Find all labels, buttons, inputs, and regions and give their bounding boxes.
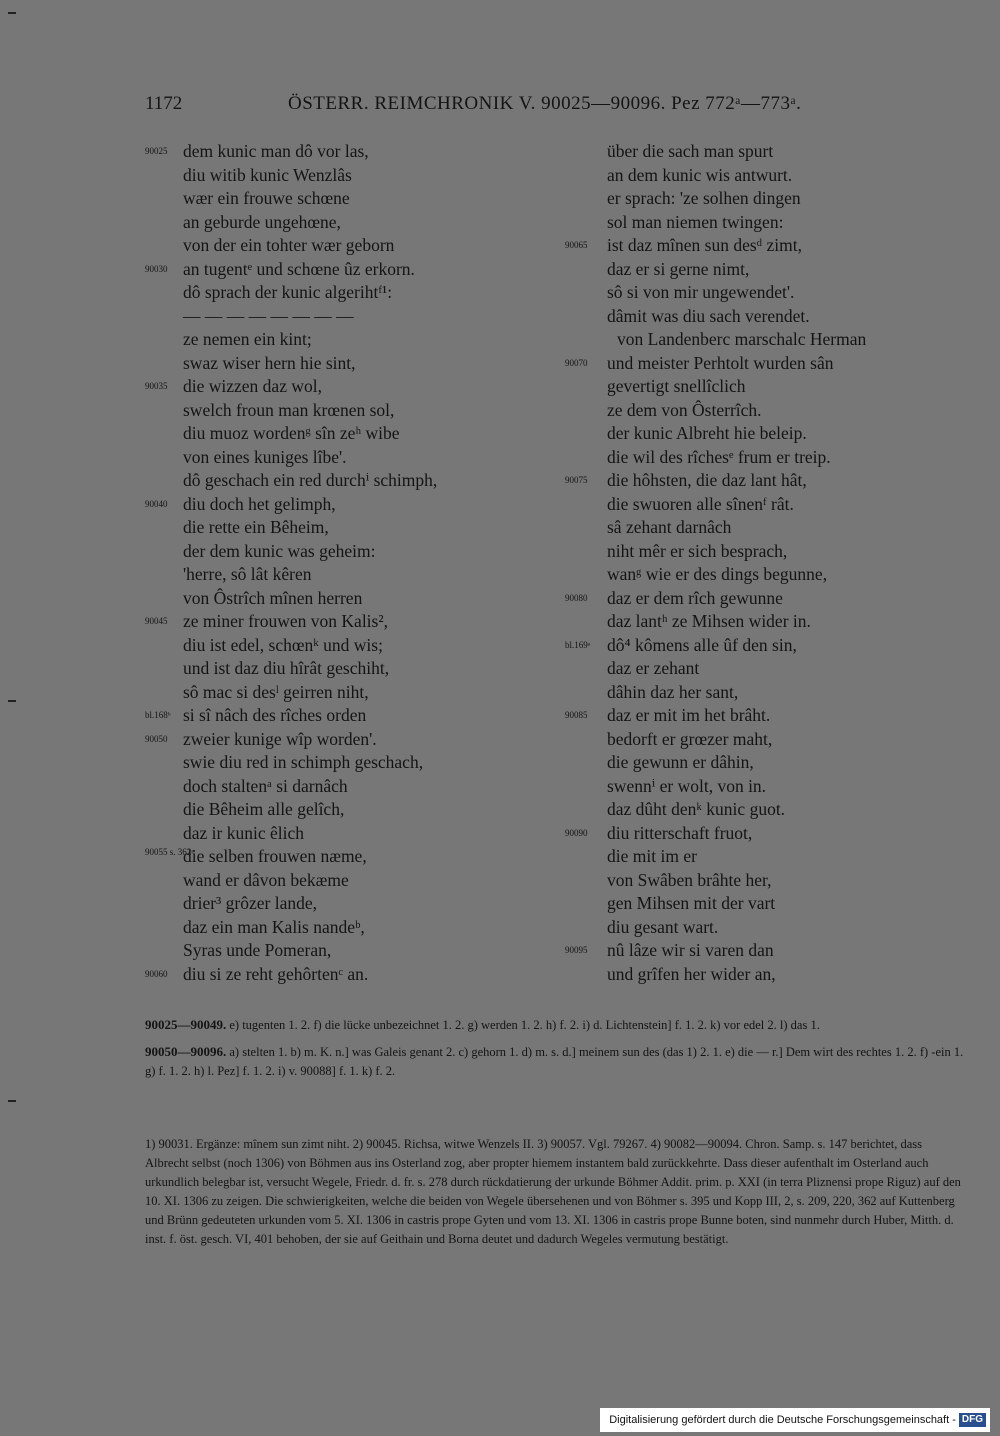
verse-text: dâhin daz her sant, <box>607 681 739 702</box>
verse-line <box>145 657 575 681</box>
running-title: ÖSTERR. REIMCHRONIK V. 90025—90096. Pez 772ᵃ—773ᵃ. <box>288 93 802 114</box>
verse-text: die wizzen daz wol, <box>183 376 322 396</box>
verse-line <box>565 352 955 376</box>
line-number: 90035 <box>145 381 168 391</box>
verse-text: bedorft er grœzer maht, <box>607 728 773 749</box>
line-number: 90060 <box>145 968 168 979</box>
verse-text: die rette ein Bêheim, <box>183 517 329 537</box>
apparatus-range-1: 90025—90049. <box>145 1017 227 1032</box>
verse-text: daz dûht denᵏ kunic guot. <box>607 799 786 819</box>
verse-line <box>565 164 955 188</box>
verse-text: daz er dem rîch gewunne <box>607 587 783 608</box>
verse-line <box>565 563 955 587</box>
verse-line <box>145 352 575 376</box>
verse-text: die selben frouwen næme, <box>183 846 367 866</box>
verse-text: die Bêheim alle gelîch, <box>183 799 345 819</box>
verse-text: die wil des rîchesᵉ frum er treip. <box>607 446 831 467</box>
verse-text: doch staltenᵃ si darnâch <box>183 775 348 796</box>
verse-text: die gewunn er dâhin, <box>607 752 754 772</box>
apparatus-text-1: e) tugenten 1. 2. f) die lücke unbezeichnet 1. 2. g) werden 1. 2. h) f. 2. i) d. Lichtenstein] f. 1. 2. k) vor edel 2. l) das 1. <box>229 1018 820 1032</box>
verse-line <box>565 798 955 822</box>
critical-apparatus <box>145 1015 965 1088</box>
verse-line <box>565 845 955 869</box>
verse-text: daz er mit im het brâht. <box>607 705 771 725</box>
verse-line <box>565 869 955 893</box>
verse-text: swie diu red in schimph geschach, <box>183 752 424 772</box>
verse-line <box>145 704 575 728</box>
verse-line <box>145 469 575 493</box>
line-number: 90080 <box>565 592 588 603</box>
verse-line <box>565 657 955 681</box>
verse-text: sâ zehant darnâch <box>607 517 732 537</box>
verse-line <box>145 540 575 564</box>
verse-text: dâmit was diu sach verendet. <box>607 305 810 326</box>
dfg-logo: DFG <box>959 1413 986 1427</box>
verse-text: drier³ grôzer lande, <box>183 893 317 913</box>
verse-line <box>145 281 575 305</box>
line-number: 90055 s. 362ᵃ <box>145 847 194 857</box>
verse-line <box>145 422 575 446</box>
verse-line <box>145 587 575 611</box>
verse-line <box>565 751 955 775</box>
verse-line <box>145 211 575 235</box>
verse-text: die mit im er <box>607 846 697 866</box>
digitization-footer <box>600 1408 990 1432</box>
verse-text: diu ritterschaft fruot, <box>607 822 753 843</box>
margin-mark <box>8 700 16 702</box>
verse-line <box>145 916 575 940</box>
verse-line <box>145 869 575 893</box>
verse-line <box>145 728 575 752</box>
footnote-text: 1) 90031. Ergänze: mînem sun zimt niht. 2) 90045. Richsa, witwe Wenzels II. 3) 90057. Vgl. 79267. 4) 90082—90094. Chron. Samp. s. 147 berichtet, dass Albrecht selbst (noch 1306) von Böhmen aus ins Osterland zog, aber propter hiemem instantem bald zurückkehrte. Dass dieser aufenthalt im Osterland auch urkundlich belegbar ist, versucht Wegele, Friedr. d. fr. s. 278 durch rückdatierung der urkunde Böhmer Addit. prim. p. XXI (in terra Pliznensi prope Riguz) auf den 10. XI. 1306 zu zeigen. Die schwierigkeiten, welche die beiden von Wegele übersehenen und von Böhmer s. 395 und Kopp III, 2, s. 209, 220, 362 auf Kuttenberg und Brünn gedeuteten urkunden vom 5. XI. 1306 in castris prope Gyten und vom 13. XI. 1306 in castris prope Bunne boten, sind nunmehr durch Huber, Mitth. d. inst. f. öst. gesch. VI, 401 behoben, der sie auf Geithain und Borna deutet und dadurch Wegeles vermutung bestätigt. <box>145 1137 961 1246</box>
verse-text: diu si ze reht gehôrtenᶜ an. <box>183 963 369 984</box>
verse-line <box>565 328 955 352</box>
verse-line <box>145 939 575 963</box>
verse-text: dô sprach der kunic algerihtᶠ¹: <box>183 282 393 302</box>
verse-text: — — — — — — — — <box>183 305 354 326</box>
verse-text: diu ist edel, schœnᵏ und wis; <box>183 634 383 655</box>
verse-text: von eines kuniges lîbe'. <box>183 446 347 467</box>
margin-mark <box>8 12 16 14</box>
line-number: bl.168ᵇ <box>145 710 171 720</box>
verse-line <box>145 328 575 352</box>
verse-line <box>145 963 575 987</box>
verse-line <box>565 728 955 752</box>
verse-line <box>145 446 575 470</box>
verse-line <box>145 493 575 517</box>
verse-line <box>145 610 575 634</box>
margin-mark <box>8 1100 16 1102</box>
line-number: bl.169ᵃ <box>565 639 591 650</box>
verse-line <box>565 892 955 916</box>
verse-text: über die sach man spurt <box>607 141 774 161</box>
verse-line <box>565 540 955 564</box>
verse-line <box>145 681 575 705</box>
verse-line <box>565 704 955 728</box>
verse-text: zweier kunige wîp worden'. <box>183 728 377 749</box>
verse-text: dô⁴ kômens alle ûf den sin, <box>607 634 797 655</box>
verse-text: gen Mihsen mit der vart <box>607 893 776 913</box>
verse-text: 'herre, sô lât kêren <box>183 564 312 584</box>
verse-text: ze nemen ein kint; <box>183 329 312 349</box>
verse-line <box>565 822 955 846</box>
verse-line <box>565 187 955 211</box>
verse-text: nû lâze wir si varen dan <box>607 940 774 960</box>
verse-text: der dem kunic was geheim: <box>183 540 376 561</box>
verse-text: die swuoren alle sînenᶠ rât. <box>607 493 794 514</box>
verse-line <box>565 375 955 399</box>
verse-line <box>565 587 955 611</box>
verse-text: diu gesant wart. <box>607 916 719 937</box>
line-number: 90075 <box>565 475 588 485</box>
verse-line <box>145 634 575 658</box>
verse-line <box>145 305 575 329</box>
verse-text: sol man niemen twingen: <box>607 211 784 232</box>
verse-text: an dem kunic wis antwurt. <box>607 164 793 185</box>
verse-line <box>145 399 575 423</box>
verse-text: von der ein tohter wær geborn <box>183 235 395 255</box>
verse-line <box>145 798 575 822</box>
line-number: 90025 <box>145 146 168 156</box>
apparatus-block-1 <box>145 1015 965 1036</box>
line-number: 90065 <box>565 240 588 250</box>
verse-line <box>565 681 955 705</box>
verse-line <box>565 281 955 305</box>
verse-text: ze miner frouwen von Kalis², <box>183 611 388 631</box>
verse-line <box>145 822 575 846</box>
verse-line <box>565 399 955 423</box>
verse-line <box>565 610 955 634</box>
verse-line <box>565 140 955 164</box>
verse-text: daz er zehant <box>607 658 700 678</box>
line-number: 90040 <box>145 498 168 509</box>
verse-text: und meister Perhtolt wurden sân <box>607 352 834 373</box>
verse-text: von Swâben brâhte her, <box>607 869 772 890</box>
verse-text: ist daz mînen sun desᵈ zimt, <box>607 235 802 255</box>
verse-line <box>565 963 955 987</box>
verse-text: er sprach: 'ze solhen dingen <box>607 188 801 208</box>
page-header <box>145 93 955 121</box>
verse-text: und grîfen her wider an, <box>607 963 776 984</box>
verse-text: sô si von mir ungewendet'. <box>607 282 795 302</box>
line-number: 90085 <box>565 710 588 720</box>
right-verse-column <box>565 140 955 986</box>
verse-line <box>565 422 955 446</box>
verse-line <box>565 446 955 470</box>
verse-text: wanᵍ wie er des dings begunne, <box>607 564 828 584</box>
apparatus-range-2: 90050—90096. <box>145 1043 227 1059</box>
footer-text: Digitalisierung gefördert durch die Deutsche Forschungsgemeinschaft - <box>609 1414 956 1426</box>
verse-line <box>565 469 955 493</box>
verse-text: swelch froun man krœnen sol, <box>183 399 395 420</box>
verse-line <box>565 493 955 517</box>
line-number: 90030 <box>145 263 168 274</box>
verse-text: daz er si gerne nimt, <box>607 258 750 279</box>
verse-text: und ist daz diu hîrât geschiht, <box>183 658 390 678</box>
verse-text: diu doch het gelimph, <box>183 493 336 514</box>
verse-line <box>565 305 955 329</box>
page-number: 1172 <box>145 93 183 114</box>
verse-text: der kunic Albreht hie beleip. <box>607 423 807 443</box>
verse-line <box>145 892 575 916</box>
verse-text: an tugentᵉ und schœne ûz erkorn. <box>183 258 415 279</box>
apparatus-block-2 <box>145 1042 965 1082</box>
verse-line <box>565 939 955 963</box>
verse-line <box>565 211 955 235</box>
verse-text: Syras unde Pomeran, <box>183 940 332 960</box>
verse-text: wand er dâvon bekæme <box>183 869 349 890</box>
verse-line <box>565 775 955 799</box>
verse-text: dem kunic man dô vor las, <box>183 141 369 161</box>
verse-line <box>565 516 955 540</box>
verse-line <box>145 258 575 282</box>
left-verse-column <box>145 140 575 986</box>
verse-line <box>565 234 955 258</box>
verse-line <box>145 234 575 258</box>
verse-line <box>145 775 575 799</box>
verse-line <box>565 258 955 282</box>
verse-text: diu witib kunic Wenzlâs <box>183 164 352 185</box>
verse-text: an geburde ungehœne, <box>183 211 341 232</box>
verse-line <box>145 563 575 587</box>
line-number: 90070 <box>565 357 588 368</box>
line-number: 90045 <box>145 616 168 626</box>
line-number: 90090 <box>565 827 588 838</box>
verse-line <box>145 845 575 869</box>
verse-text: ze dem von Ôsterrîch. <box>607 399 762 420</box>
footnotes <box>145 1135 965 1249</box>
line-number: 90050 <box>145 733 168 744</box>
verse-line <box>565 634 955 658</box>
verse-line <box>145 164 575 188</box>
verse-line <box>145 751 575 775</box>
verse-line <box>145 140 575 164</box>
verse-text: daz ir kunic êlich <box>183 822 304 843</box>
verse-text: swaz wiser hern hie sint, <box>183 352 356 373</box>
verse-line <box>565 916 955 940</box>
verse-text: die hôhsten, die daz lant hât, <box>607 470 807 490</box>
verse-text: sô mac si desˡ geirren niht, <box>183 681 369 702</box>
verse-text: gevertigt snellîclich <box>607 376 746 396</box>
verse-text: von Landenberc marschalc Herman <box>617 329 867 349</box>
verse-text: si sî nâch des rîches orden <box>183 705 367 725</box>
verse-text: niht mêr er sich besprach, <box>607 540 788 561</box>
verse-text: daz lantʰ ze Mihsen wider in. <box>607 611 811 631</box>
verse-line <box>145 516 575 540</box>
verse-text: von Ôstrîch mînen herren <box>183 587 363 608</box>
line-number: 90095 <box>565 945 588 955</box>
verse-line <box>145 187 575 211</box>
verse-text: swennⁱ er wolt, von in. <box>607 775 767 796</box>
verse-text: wær ein frouwe schœne <box>183 188 350 208</box>
verse-line <box>145 375 575 399</box>
verse-text: daz ein man Kalis nandeᵇ, <box>183 916 365 937</box>
apparatus-text-2: a) stelten 1. b) m. K. n.] was Galeis genant 2. c) gehorn 1. d) m. s. d.] meinem sun des (das 1) 2. 1. e) die — r.] Dem wirt des rechtes 1. 2. f) -ein 1. g) f. 1. 2. h) l. Pez] f. 1. 2. i) v. 90088] f. 1. k) f. 2. <box>145 1044 964 1078</box>
verse-text: diu muoz wordenᵍ sîn zeʰ wibe <box>183 423 400 443</box>
verse-text: dô geschach ein red durchⁱ schimph, <box>183 470 438 490</box>
